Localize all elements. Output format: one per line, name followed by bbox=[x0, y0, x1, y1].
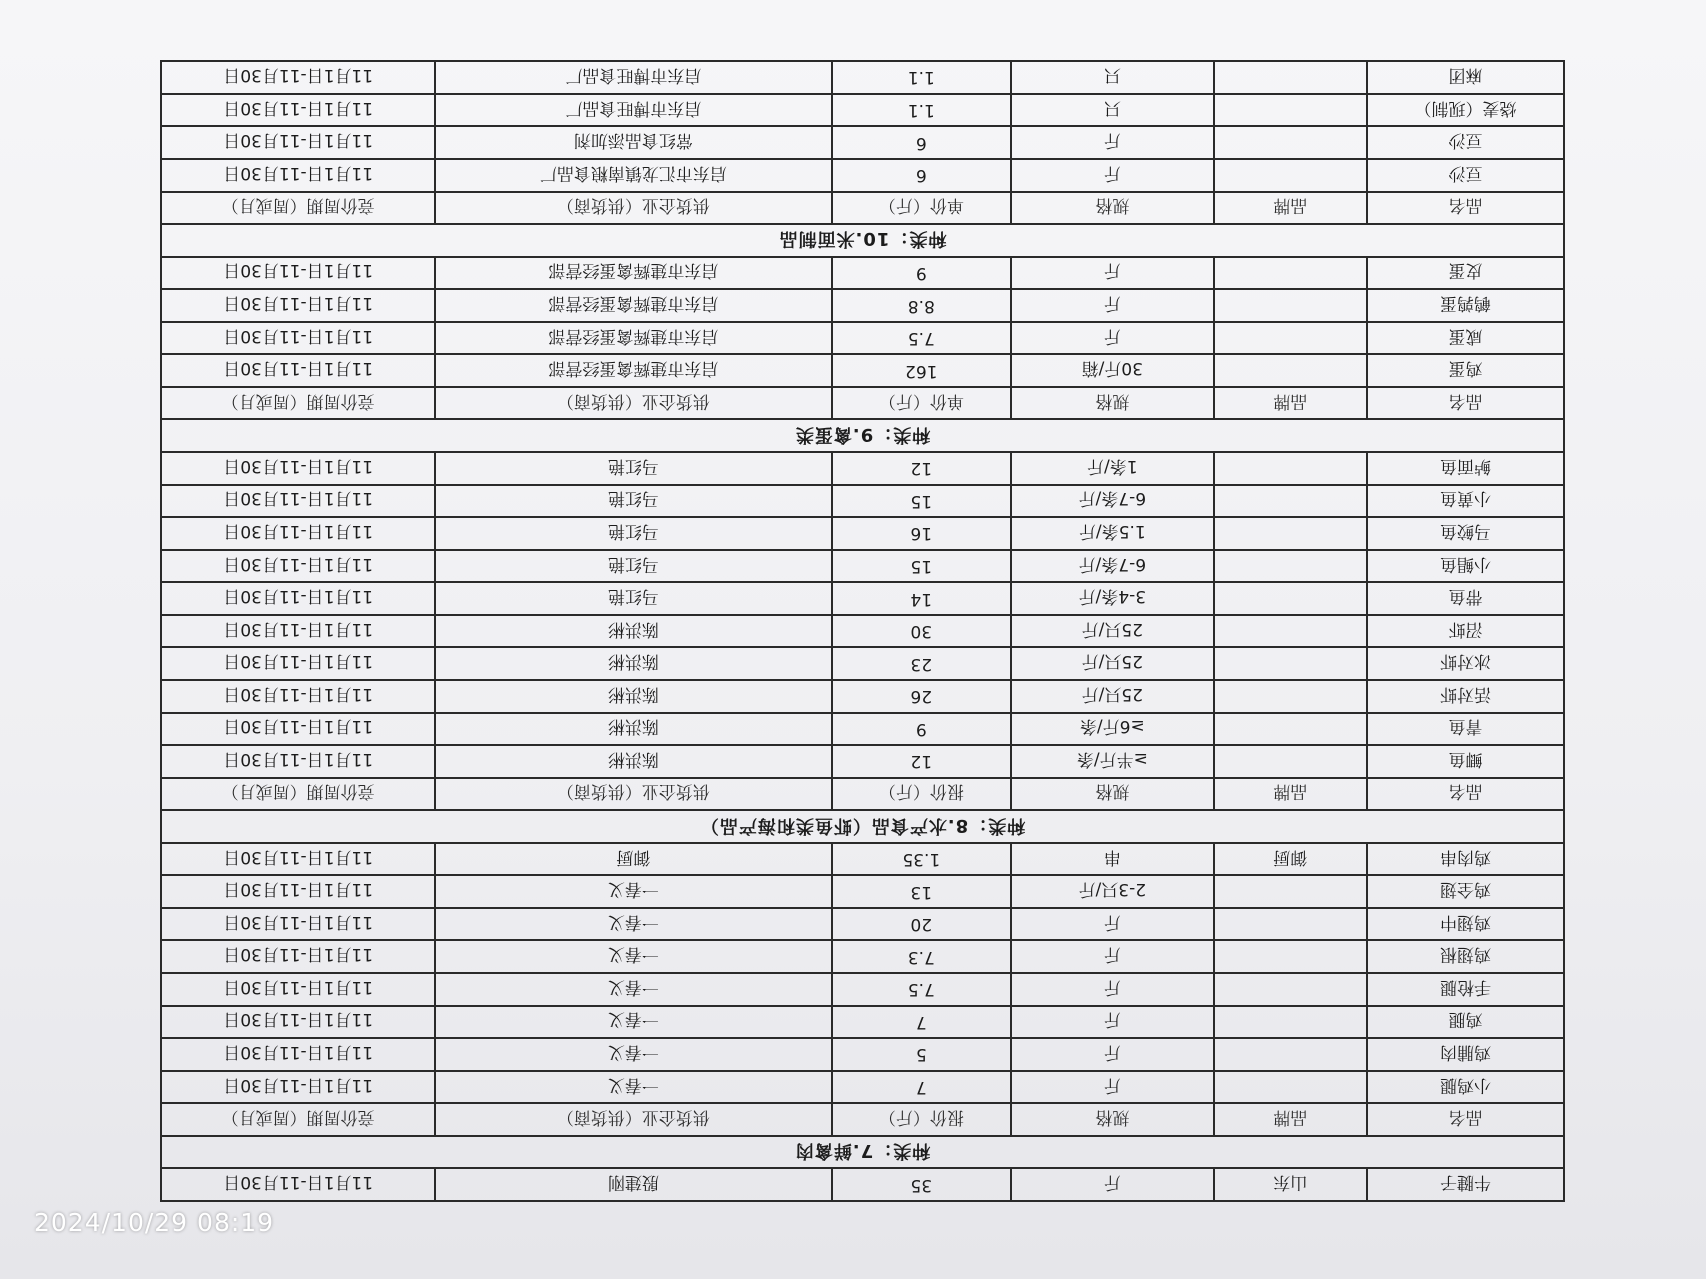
cell-supplier: 启东市汇龙镇南粮食品厂 bbox=[435, 159, 831, 192]
cell-period: 11月1日-11月30日 bbox=[161, 126, 435, 159]
section-title-row bbox=[161, 1136, 1564, 1169]
cell-period: 11月1日-11月30日 bbox=[161, 745, 435, 778]
cell-name: 鸡翅根 bbox=[1367, 941, 1564, 974]
header-period: 竞价周期（周或月） bbox=[161, 1103, 435, 1136]
header-period: 竞价周期（周或月） bbox=[161, 778, 435, 811]
cell-price: 1.35 bbox=[832, 843, 1012, 876]
cell-price: 9 bbox=[832, 257, 1012, 290]
table-row bbox=[161, 159, 1564, 192]
cell-supplier: 陈洪彬 bbox=[435, 615, 831, 648]
cell-period: 11月1日-11月30日 bbox=[161, 485, 435, 518]
cell-price: 7.5 bbox=[832, 322, 1012, 355]
header-name: 品名 bbox=[1367, 778, 1564, 811]
cell-price: 14 bbox=[832, 582, 1012, 615]
table-row bbox=[161, 354, 1564, 387]
cell-supplier: 启东市建辉禽蛋经营部 bbox=[435, 257, 831, 290]
cell-price: 16 bbox=[832, 517, 1012, 550]
cell-brand bbox=[1214, 680, 1367, 713]
cell-price: 35 bbox=[832, 1168, 1012, 1201]
cell-spec: 1.5条/斤 bbox=[1011, 517, 1213, 550]
cell-price: 7.5 bbox=[832, 973, 1012, 1006]
header-row bbox=[161, 778, 1564, 811]
table-row bbox=[161, 875, 1564, 908]
cell-name: 烧麦（现制） bbox=[1367, 94, 1564, 127]
cell-supplier: 启东市建辉禽蛋经营部 bbox=[435, 289, 831, 322]
cell-spec: ≥6斤/条 bbox=[1011, 713, 1213, 746]
header-brand: 品牌 bbox=[1214, 387, 1367, 420]
cell-price: 23 bbox=[832, 647, 1012, 680]
cell-period: 11月1日-11月30日 bbox=[161, 713, 435, 746]
cell-supplier: 陈洪彬 bbox=[435, 713, 831, 746]
table-row bbox=[161, 1071, 1564, 1104]
cell-spec: 斤 bbox=[1011, 973, 1213, 1006]
table-row bbox=[161, 843, 1564, 876]
cell-spec: ≥半斤/条 bbox=[1011, 745, 1213, 778]
header-row bbox=[161, 192, 1564, 225]
table-row bbox=[161, 647, 1564, 680]
header-supplier: 供货企业（供货商） bbox=[435, 192, 831, 225]
cell-name: 牛腱子 bbox=[1367, 1168, 1564, 1201]
cell-price: 12 bbox=[832, 452, 1012, 485]
cell-name: 鸡肉串 bbox=[1367, 843, 1564, 876]
cell-supplier: 常红食品添加剂 bbox=[435, 126, 831, 159]
cell-name: 马鲛鱼 bbox=[1367, 517, 1564, 550]
cell-name: 豆沙 bbox=[1367, 159, 1564, 192]
cell-brand bbox=[1214, 485, 1367, 518]
cell-price: 8.8 bbox=[832, 289, 1012, 322]
cell-price: 7 bbox=[832, 1006, 1012, 1039]
header-spec: 规格 bbox=[1011, 387, 1213, 420]
cell-period: 11月1日-11月30日 bbox=[161, 322, 435, 355]
cell-period: 11月1日-11月30日 bbox=[161, 1038, 435, 1071]
header-brand: 品牌 bbox=[1214, 1103, 1367, 1136]
cell-spec: 3-4条/斤 bbox=[1011, 582, 1213, 615]
cell-price: 6 bbox=[832, 159, 1012, 192]
table-row bbox=[161, 1038, 1564, 1071]
cell-spec: 1条/斤 bbox=[1011, 452, 1213, 485]
cell-name: 鲈面鱼 bbox=[1367, 452, 1564, 485]
section-title: 种类：8.水产食品（虾鱼类和海产品） bbox=[161, 810, 1564, 843]
table-row bbox=[161, 941, 1564, 974]
cell-brand: 御厨 bbox=[1214, 843, 1367, 876]
table-row bbox=[161, 1006, 1564, 1039]
cell-brand bbox=[1214, 647, 1367, 680]
cell-spec: 只 bbox=[1011, 94, 1213, 127]
header-brand: 品牌 bbox=[1214, 778, 1367, 811]
cell-spec: 25只/斤 bbox=[1011, 680, 1213, 713]
cell-spec: 斤 bbox=[1011, 941, 1213, 974]
header-price: 单价（斤） bbox=[832, 192, 1012, 225]
table-row bbox=[161, 550, 1564, 583]
table-row bbox=[161, 713, 1564, 746]
cell-name: 沼虾 bbox=[1367, 615, 1564, 648]
cell-period: 11月1日-11月30日 bbox=[161, 941, 435, 974]
cell-brand bbox=[1214, 745, 1367, 778]
cell-spec: 斤 bbox=[1011, 1038, 1213, 1071]
cell-price: 6 bbox=[832, 126, 1012, 159]
cell-price: 7 bbox=[832, 1071, 1012, 1104]
cell-supplier: 一春义 bbox=[435, 1038, 831, 1071]
header-price: 报价（斤） bbox=[832, 1103, 1012, 1136]
header-name: 品名 bbox=[1367, 387, 1564, 420]
table-row bbox=[161, 126, 1564, 159]
cell-price: 26 bbox=[832, 680, 1012, 713]
cell-period: 11月1日-11月30日 bbox=[161, 94, 435, 127]
cell-period: 11月1日-11月30日 bbox=[161, 257, 435, 290]
cell-name: 麻团 bbox=[1367, 61, 1564, 94]
cell-name: 鸡脯肉 bbox=[1367, 1038, 1564, 1071]
cell-supplier: 一春义 bbox=[435, 908, 831, 941]
cell-period: 11月1日-11月30日 bbox=[161, 908, 435, 941]
cell-supplier: 启东市博旺食品厂 bbox=[435, 61, 831, 94]
table-row bbox=[161, 582, 1564, 615]
cell-price: 12 bbox=[832, 745, 1012, 778]
cell-spec: 25只/斤 bbox=[1011, 615, 1213, 648]
cell-supplier: 陈洪彬 bbox=[435, 647, 831, 680]
cell-period: 11月1日-11月30日 bbox=[161, 1071, 435, 1104]
cell-price: 1.1 bbox=[832, 94, 1012, 127]
header-spec: 规格 bbox=[1011, 1103, 1213, 1136]
cell-spec: 斤 bbox=[1011, 126, 1213, 159]
section-title-row bbox=[161, 224, 1564, 257]
price-table-document bbox=[160, 60, 1565, 1202]
cell-period: 11月1日-11月30日 bbox=[161, 159, 435, 192]
cell-price: 5 bbox=[832, 1038, 1012, 1071]
cell-spec: 斤 bbox=[1011, 159, 1213, 192]
cell-supplier: 陈洪彬 bbox=[435, 745, 831, 778]
cell-period: 11月1日-11月30日 bbox=[161, 550, 435, 583]
cell-supplier: 一春义 bbox=[435, 941, 831, 974]
table-row bbox=[161, 517, 1564, 550]
cell-brand bbox=[1214, 615, 1367, 648]
cell-brand bbox=[1214, 1006, 1367, 1039]
cell-period: 11月1日-11月30日 bbox=[161, 452, 435, 485]
table-row bbox=[161, 61, 1564, 94]
cell-period: 11月1日-11月30日 bbox=[161, 680, 435, 713]
cell-price: 15 bbox=[832, 550, 1012, 583]
cell-supplier: 一春义 bbox=[435, 875, 831, 908]
cell-brand bbox=[1214, 582, 1367, 615]
cell-price: 20 bbox=[832, 908, 1012, 941]
header-row bbox=[161, 1103, 1564, 1136]
cell-price: 162 bbox=[832, 354, 1012, 387]
cell-name: 带鱼 bbox=[1367, 582, 1564, 615]
cell-spec: 2-3只/斤 bbox=[1011, 875, 1213, 908]
cell-period: 11月1日-11月30日 bbox=[161, 875, 435, 908]
cell-brand bbox=[1214, 94, 1367, 127]
cell-spec: 斤 bbox=[1011, 1071, 1213, 1104]
cell-supplier: 陈洪彬 bbox=[435, 680, 831, 713]
cell-spec: 25只/斤 bbox=[1011, 647, 1213, 680]
cell-price: 7.3 bbox=[832, 941, 1012, 974]
cell-supplier: 马红艳 bbox=[435, 452, 831, 485]
cell-brand bbox=[1214, 1071, 1367, 1104]
cell-name: 手枪腿 bbox=[1367, 973, 1564, 1006]
header-name: 品名 bbox=[1367, 192, 1564, 225]
header-period: 竞价周期（周或月） bbox=[161, 387, 435, 420]
cell-brand bbox=[1214, 1038, 1367, 1071]
cell-brand bbox=[1214, 908, 1367, 941]
cell-name: 鸡翅中 bbox=[1367, 908, 1564, 941]
cell-brand bbox=[1214, 159, 1367, 192]
cell-name: 鲫鱼 bbox=[1367, 745, 1564, 778]
cell-name: 小鲳鱼 bbox=[1367, 550, 1564, 583]
cell-period: 11月1日-11月30日 bbox=[161, 289, 435, 322]
cell-period: 11月1日-11月30日 bbox=[161, 973, 435, 1006]
cell-price: 15 bbox=[832, 485, 1012, 518]
cell-period: 11月1日-11月30日 bbox=[161, 647, 435, 680]
cell-supplier: 马红艳 bbox=[435, 582, 831, 615]
cell-name: 皮蛋 bbox=[1367, 257, 1564, 290]
header-name: 品名 bbox=[1367, 1103, 1564, 1136]
cell-supplier: 殷建刚 bbox=[435, 1168, 831, 1201]
header-supplier: 供货企业（供货商） bbox=[435, 387, 831, 420]
cell-name: 鸡腿 bbox=[1367, 1006, 1564, 1039]
cell-spec: 斤 bbox=[1011, 1168, 1213, 1201]
header-row bbox=[161, 387, 1564, 420]
header-price: 单价（斤） bbox=[832, 387, 1012, 420]
cell-name: 小鸡腿 bbox=[1367, 1071, 1564, 1104]
cell-supplier: 启东市博旺食品厂 bbox=[435, 94, 831, 127]
cell-spec: 6-7条/斤 bbox=[1011, 485, 1213, 518]
table-row bbox=[161, 94, 1564, 127]
header-brand: 品牌 bbox=[1214, 192, 1367, 225]
cell-brand bbox=[1214, 61, 1367, 94]
table-row bbox=[161, 452, 1564, 485]
header-supplier: 供货企业（供货商） bbox=[435, 1103, 831, 1136]
table-row bbox=[161, 257, 1564, 290]
cell-spec: 6-7条/斤 bbox=[1011, 550, 1213, 583]
section-title-row bbox=[161, 810, 1564, 843]
cell-brand bbox=[1214, 550, 1367, 583]
cell-supplier: 启东市建辉禽蛋经营部 bbox=[435, 354, 831, 387]
cell-name: 鸡蛋 bbox=[1367, 354, 1564, 387]
cell-brand bbox=[1214, 713, 1367, 746]
header-period: 竞价周期（周或月） bbox=[161, 192, 435, 225]
cell-period: 11月1日-11月30日 bbox=[161, 1168, 435, 1201]
cell-price: 30 bbox=[832, 615, 1012, 648]
cell-name: 青鱼 bbox=[1367, 713, 1564, 746]
cell-supplier: 马红艳 bbox=[435, 517, 831, 550]
cell-brand bbox=[1214, 322, 1367, 355]
table-row bbox=[161, 289, 1564, 322]
cell-brand: 山东 bbox=[1214, 1168, 1367, 1201]
section-title: 种类：7.鲜禽肉 bbox=[161, 1136, 1564, 1169]
header-supplier: 供货企业（供货商） bbox=[435, 778, 831, 811]
cell-price: 1.1 bbox=[832, 61, 1012, 94]
section-title: 种类：9.禽蛋类 bbox=[161, 420, 1564, 453]
cell-brand bbox=[1214, 517, 1367, 550]
cell-name: 咸蛋 bbox=[1367, 322, 1564, 355]
section-title-row bbox=[161, 420, 1564, 453]
cell-spec: 斤 bbox=[1011, 908, 1213, 941]
cell-period: 11月1日-11月30日 bbox=[161, 354, 435, 387]
cell-brand bbox=[1214, 354, 1367, 387]
cell-spec: 只 bbox=[1011, 61, 1213, 94]
cell-name: 鹌鹑蛋 bbox=[1367, 289, 1564, 322]
cell-spec: 斤 bbox=[1011, 1006, 1213, 1039]
cell-name: 鸡全翅 bbox=[1367, 875, 1564, 908]
cell-name: 活对虾 bbox=[1367, 680, 1564, 713]
photo-timestamp: 2024/10/29 08:19 bbox=[34, 1208, 275, 1237]
cell-supplier: 一春义 bbox=[435, 1006, 831, 1039]
cell-period: 11月1日-11月30日 bbox=[161, 615, 435, 648]
cell-brand bbox=[1214, 452, 1367, 485]
cell-supplier: 一春义 bbox=[435, 973, 831, 1006]
cell-brand bbox=[1214, 257, 1367, 290]
cell-name: 小黄鱼 bbox=[1367, 485, 1564, 518]
header-spec: 规格 bbox=[1011, 778, 1213, 811]
cell-spec: 斤 bbox=[1011, 257, 1213, 290]
table-row bbox=[161, 745, 1564, 778]
cell-price: 9 bbox=[832, 713, 1012, 746]
section-title: 种类：10.米面制品 bbox=[161, 224, 1564, 257]
cell-period: 11月1日-11月30日 bbox=[161, 582, 435, 615]
header-spec: 规格 bbox=[1011, 192, 1213, 225]
cell-supplier: 御厨 bbox=[435, 843, 831, 876]
cell-supplier: 马红艳 bbox=[435, 550, 831, 583]
cell-spec: 串 bbox=[1011, 843, 1213, 876]
cell-supplier: 启东市建辉禽蛋经营部 bbox=[435, 322, 831, 355]
table-row bbox=[161, 908, 1564, 941]
cell-spec: 斤 bbox=[1011, 322, 1213, 355]
cell-brand bbox=[1214, 941, 1367, 974]
cell-name: 豆沙 bbox=[1367, 126, 1564, 159]
cell-period: 11月1日-11月30日 bbox=[161, 1006, 435, 1039]
table-row bbox=[161, 973, 1564, 1006]
table-row bbox=[161, 680, 1564, 713]
table-row bbox=[161, 1168, 1564, 1201]
table-row bbox=[161, 485, 1564, 518]
cell-spec: 30斤/箱 bbox=[1011, 354, 1213, 387]
price-table bbox=[160, 60, 1565, 1202]
cell-period: 11月1日-11月30日 bbox=[161, 517, 435, 550]
cell-price: 13 bbox=[832, 875, 1012, 908]
cell-spec: 斤 bbox=[1011, 289, 1213, 322]
cell-brand bbox=[1214, 289, 1367, 322]
header-price: 报价（斤） bbox=[832, 778, 1012, 811]
cell-name: 冰对虾 bbox=[1367, 647, 1564, 680]
cell-brand bbox=[1214, 126, 1367, 159]
table-row bbox=[161, 615, 1564, 648]
cell-period: 11月1日-11月30日 bbox=[161, 843, 435, 876]
cell-supplier: 一春义 bbox=[435, 1071, 831, 1104]
cell-supplier: 马红艳 bbox=[435, 485, 831, 518]
cell-brand bbox=[1214, 973, 1367, 1006]
cell-period: 11月1日-11月30日 bbox=[161, 61, 435, 94]
cell-brand bbox=[1214, 875, 1367, 908]
table-row bbox=[161, 322, 1564, 355]
